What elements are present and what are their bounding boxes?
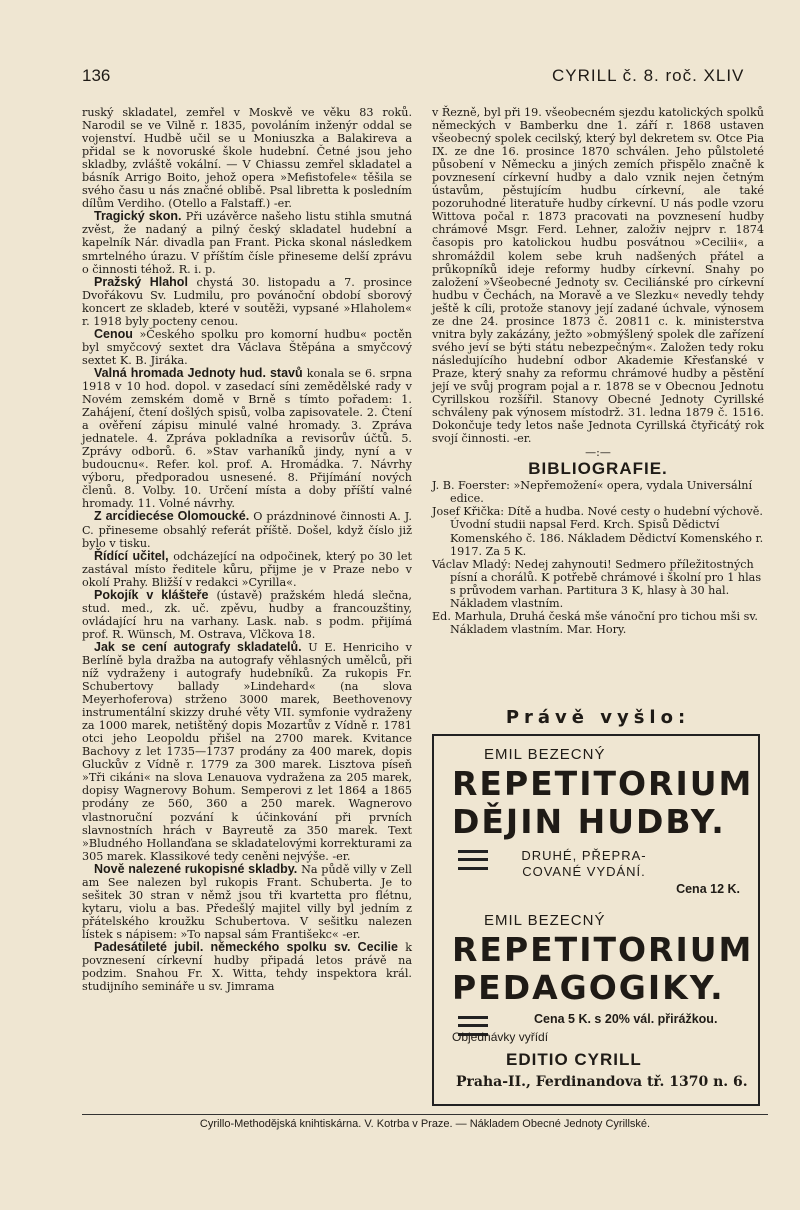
article-heading: Pokojík v klášteře [94,587,209,602]
article-manuscripts: Nově nalezené rukopisné skladby. Na půdě villy v Zell am See nalezen byl rukopis Frant. Schuberta. Je to sešitek 30 stran v němž jsou tři kvartetta pro flétnu, kytaru, violu a bas. Předešlý majitel villy byl jedním z přátelského kroužku Schubertova. V sešitku nalezen lístek s nápisem: »To napsal sám Františekc« -er. [82,861,413,941]
article-tragic-death: Tragický skon. Při uzávěrce našeho listu stihla smutná zvěst, že nadaný a pilný český skladatel hudební a kapelník Nár. divadla pan Frant. Picka skonal následkem smrtelného úrazu. V příštím čísle přineseme delší zprávu o činnosti téhož. R. i. p. [82,209,412,276]
article-heading: Tragický skon. [94,209,182,224]
bibliography-entry: Ed. Marhula, Druhá česká mše vánoční pro tichou mši sv. Nákladem vlastním. Mar. Hory. [432,609,758,636]
article-room: Pokojík v klášteře (ústavě) pražském hledá slečna, stud. med., zk. uč. zpěvu, hudby a francouzštiny, ovládající hru na varhany. Lask. nab. s podm. přijímá prof. R. Wünsch, M. Ostrava, Vlčkova 18. [82,587,412,641]
signature: -er. [513,432,532,446]
article-cecilia-continued: v Řezně, byl při 19. všeobecném sjezdu katolických spolků německých v Bamberku dne 1. září r. 1868 ustaven všeobecný spolek cecilský, který byl dekretem sv. Otce Pia IX. ze dne 16. prosince 1870 schválen. Jeho půlstoleté působení v Německu a jiných zemích přispělo značně k povznesení církevní hudby a dalo vznik nejen četným ústavům, pěstujícím hudbu církevní, ale také pozoruhodné literatuře hudby církevní. U nás podle vzoru Wittova počal r. 1873 pracovati na povznesení hudby chrámové Msgr. Ferd. Lehner, založiv nejprv r. 1874 časopis pro katolickou hudbu posvátnou »Cecilii«, a shromáždil kolem sebe kruh nadšených přátel a průkopníků ideje reformy hudby církevní. Snahy po založení »Všeobecné Jednoty sv. Ceciliánské pro církevní hudbu v Čechách, na Moravě a ve Slezku« nevedly tehdy ještě k cíli, protože stanovy její zadané úchvale, výnosem ze dne 24. prosince 1873 č. 20811 c. k. ministerstva vnitra byly zakázány, ježto »obmýšlený spolek dle zařízení svého jeví se býti státu nebezpečným«. Založen tedy roku následujícího hudební odbor Akademie Křesťanské v Praze, který snahy za reformu chrámové hudby a pěstění její ve svůj program pojal a r. 1878 se v Obecnou Jednotu Cyrillskou rozšířil. Stanovy Obecné Jednoty Cyrillské schváleny pak výnosem místodrž. 31. ledna 1879 č. 1516. Dokončuje tedy letos naše Jednota Cyrillská čtyřicátý rok svojí činnosti. -er. [432,106,764,446]
article-heading: Řídící učitel, [94,548,169,563]
article-general-assembly: Valná hromada Jednoty hud. stavů konala se 6. srpna 1918 v 10 hod. dopol. v zasedací síni zemědělské rady v Novém zemském domě v Brně s tímto pořadem: 1. Zahájení, čtení došlých spisů, volba zapisovatele. 2. Čtení a ověření zápisu minulé valné hromady. 3. Zpráva jednatele. 4. Zpráva pokladníka a revisorův účtů. 5. Zprávy odborů. 6. »Stav varhaníků jindy, nyní a v budoucnu«. Refer. kol. prof. A. Hromádka. 7. Návrhy výboru, předporadou usnesené. 8. Přijímání nových členů. 8. Volby. 10. Určení místa a doby příští valné hromady. 11. Volné návrhy. [82,365,412,511]
orders-note: Objednávky vyřídí [452,1030,549,1044]
bibliography-title: BIBLIOGRAFIE. [528,459,668,479]
bibliography-entry: Václav Mladý: Nedej zahynouti! Sedmero příležitostných písní a chorálů. K potřebě chrámové i školní pro 1 hlas s průvodem varhan. Partitura 3 K, hlasy à 30 hal. Nákladem vlastním. [432,557,762,610]
right-column [432,106,764,636]
article-boito-obituary: ruský skladatel, zemřel v Moskvě ve věku 83 roků. Narodil se ve Vilně r. 1835, povoláním inženýr oddal se vojenství. Hudbě učil se u Moniuszka a Balakireva a přidal se k novoruské škole hudební. Četné jsou jeho skladby, zvláště vokální. — V Chiassu zemřel skladatel a básník Arrigo Boito, jehož opera »Mefistofele« těšila se svého času u nás značné oblibě. Psal libretta k posledním dílům Verdiho. (Otello a Falstaff.) -er. [82,106,412,211]
book2-title-line1: REPETITORIUM [452,930,754,969]
signature: -er. [273,197,292,211]
bibliography-entry: Josef Křička: Dítě a hudba. Nové cesty o hudební výchově. Úvodní studii napsal Ferd. Krch. Spisů Dědictví Komenského č. 186. Nákladem Dědictví Komenského r. 1917. Za 5 K. [432,505,764,558]
article-heading: Padesátileté jubil. německého spolku sv. Cecilie [94,940,398,954]
divider: —:— [585,446,611,460]
book1-price: Cena 12 K. [676,882,740,896]
book2-price: Cena 5 K. s 20% vál. přirážkou. [534,1012,718,1026]
article-prize: Cenou »Českého spolku pro komorní hudbu« poctěn byl smyčcový sextet dra Václava Štěpána a smyčcový sextet K. B. Jiráka. [82,326,413,367]
article-heading: Z arcidiecése Olomoucké. [94,509,250,524]
advert-banner: Právě vyšlo: [505,707,691,728]
rule-mark-icon [458,850,488,870]
left-column [82,106,412,993]
article-heading: Cenou [94,326,133,341]
article-teacher: Řídící učitel, odcházející na odpočinek, který po 30 let zastával místo ředitele kůru, přijme je v Praze nebo v okolí Prahy. Bližší v redakci »Cyrilla«. [82,548,412,589]
running-title: CYRILL č. 8. roč. XLIV [552,66,745,85]
book1-title-line1: REPETITORIUM [452,764,754,803]
bibliography-entry: J. B. Foerster: »Nepřemožení« opera, vydala Universální edice. [432,479,753,506]
publisher-address: Praha-II., Ferdinandova tř. 1370 n. 6. [456,1074,748,1090]
article-autographs: Jak se cení autografy skladatelů. U E. Henriciho v Berlíně byla dražba na autografy věhlasných umělců, při níž vydraženy i autografy hudebníků. Za rukopis Fr. Schubertovy ballady »Lindehard« (na slova Meyerhoferova) strženo 3000 marek, Beethovenovy instrumentální skizzy druhé věty VII. symfonie vydraženy za 1000 marek, netištěný dopis Mozartův z Vídně r. 1781 otci jeho Leopoldu přišel na 2700 marek. Kvitance Bachovy z let 1735—1737 prodány za 400 marek, dopis Gluckův z Vídně r. 1779 za 300 marek. Lisztova píseň »Tři cikáni« na slova Lenauova vydražena za 205 marek, dopisy Wagnerovy Bohum. Semperovi z let 1864 a 1865 prodány ze 560, 360 a 250 marek. Wagnerovo vlastnoruční pozvání k účinkování při prvních slavnostních hrách v Bayreutě za 350 marek. Text »Bludného Hollanďana se skladatelovými korrekturami za 305 marek. Klassikové tedy ceněni nejvýše. -er. [82,639,413,863]
book2-author: EMIL BEZECNÝ [484,912,606,929]
article-heading: Pražský Hlahol [94,274,188,289]
signature: -er. [342,927,361,941]
bibliography-list [432,479,764,636]
book2-title-line2: PEDAGOGIKY. [452,970,758,1042]
article-cecilia-jubilee: Padesátileté jubil. německého spolku sv. Cecilie k povznesení církevní hudby připadá letos právě na podzim. Snahou Fr. X. Witta, tehdy inspektora král. studijního semináře u sv. Jimrama [82,940,413,994]
advertisement-box [432,734,760,1106]
book1-author: EMIL BEZECNÝ [484,746,606,763]
article-heading: Jak se cení autografy skladatelů. [94,639,302,654]
printer-footer: Cyrillo-Methodějská knihtiskárna. V. Kotrba v Praze. — Nákladem Obecné Jednoty Cyrillské. [199,1118,651,1130]
book1-title-line2: DĚJIN HUDBY. [452,804,758,876]
book1-edition: DRUHÉ, PŘEPRA- COVANÉ VYDÁNÍ. [521,848,647,879]
footer-rule [82,1114,768,1115]
article-olomouc: Z arcidiecése Olomoucké. O prázdninové činnosti A. J. C. přineseme obsahlý referát příště. Došel, když číslo již bylo v tisku. [82,509,412,550]
page-number: 136 [82,66,111,85]
article-heading: Nově nalezené rukopisné skladby. [94,861,298,876]
publisher-name: EDITIO CYRILL [506,1050,642,1069]
article-hlahol: Pražský Hlahol chystá 30. listopadu a 7. prosince Dvořákovu Sv. Ludmilu, pro povánoční období sborový koncert ze skladeb, které v soutěži, vypsané »Hlaholem« r. 1918 byly pocteny cenou. [82,274,412,328]
signature: -er. [332,849,351,863]
article-heading: Valná hromada Jednoty hud. stavů [94,365,303,380]
